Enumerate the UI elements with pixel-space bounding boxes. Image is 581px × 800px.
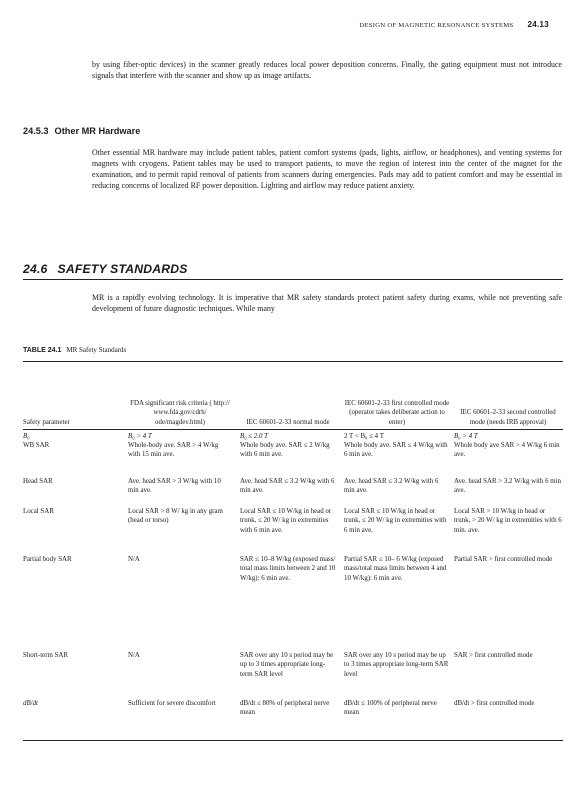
table-top-rule xyxy=(23,361,563,362)
table-cell: Local SAR ≤ 10 W/kg in head or trunk, ≤ 20 W/ kg in extremities with 6 min ave. xyxy=(344,508,447,534)
column-header-iec-first: IEC 60601-2-33 first controlled mode (operator takes deliberate action to enter) xyxy=(344,400,450,426)
running-head xyxy=(359,20,549,29)
table-cell: SAR ≤ 10–8 W/kg (exposed mass/ total mass limits between 2 and 10 W/kg): 6 min ave. xyxy=(240,556,336,582)
table-cell: Ave. head SAR ≤ 3.2 W/kg with 6 min ave. xyxy=(344,478,439,495)
table-cell: B₀ > 4 T xyxy=(128,433,152,440)
table-cell: N/A xyxy=(128,652,140,659)
table-cell: dB/dt xyxy=(23,700,38,707)
table-caption-text: MR Safety Standards xyxy=(66,346,127,354)
table-cell: Ave. head SAR > 3.2 W/kg with 6 min ave. xyxy=(454,478,561,495)
table-cell: N/A xyxy=(128,556,140,563)
column-header-fda: FDA significant risk criteria ( http:// www.fda.gov/cdrh/ ode/magdev.html) xyxy=(130,400,230,426)
table-cell: Partial SAR ≤ 10– 6 W/kg (exposed mass/total mass limits between 4 and 10 W/kg): 6 min ave. xyxy=(344,556,447,582)
table-cell: Ave. head SAR > 3 W/kg with 10 min ave. xyxy=(128,478,221,495)
section-title: Other MR Hardware xyxy=(54,126,141,136)
column-header-iec-normal: IEC 60601-2-33 normal mode xyxy=(246,418,330,426)
table-cell: Whole body ave. SAR ≤ 2 W/kg with 6 min ave. xyxy=(240,442,330,459)
table-cell: WB SAR xyxy=(23,442,50,449)
running-title: DESIGN OF MAGNETIC RESONANCE SYSTEMS xyxy=(359,22,514,29)
table-cell: B₀ xyxy=(23,433,30,440)
table-cell: B₀ ≤ 2.0 T xyxy=(240,433,268,440)
table-cell: Head SAR xyxy=(23,478,53,485)
table-label: TABLE 24.1 xyxy=(23,347,62,354)
table-cell: Local SAR xyxy=(23,508,54,515)
section-rule xyxy=(23,279,563,280)
paragraph-other-hardware: Other essential MR hardware may include patient tables, patient comfort systems (pads, lights, airflow, or headphones), and venting systems for magnets with cryogens. Patient tables may be used to transport patients, to move the region of interest into the center of the magnet for the examination, and to permit rapid removal of patients from scanners during emergencies. Pads may add to patient comfort and may be essential in reducing concerns of localized RF power deposition. Lighting and airflow may reduce patient anxiety. xyxy=(92,148,562,191)
table-cell: Whole body ave SAR > 4 W/kg 6 min ave. xyxy=(454,442,560,459)
table-cell: SAR over any 10 s period may be up to 3 times appropriate long-term SAR level xyxy=(240,652,334,678)
table-cell: Short-term SAR xyxy=(23,652,68,659)
section-heading-24-6 xyxy=(23,262,188,276)
table-cell: Local SAR ≤ 10 W/kg in head or trunk, ≤ 20 W/ kg in extremities with 6 min ave. xyxy=(240,508,332,534)
table-cell: Local SAR > 8 W/ kg in any gram (head or torso) xyxy=(128,508,223,525)
table-cell: dB/dt ≤ 100% of peripheral nerve mean xyxy=(344,700,437,717)
table-cell: Partial SAR > first controlled mode xyxy=(454,556,553,563)
column-header-parameter: Safety parameter xyxy=(23,418,70,426)
table-cell: Local SAR > 10 W/kg in head or trunk, > 20 W/ kg in extremities with 6 min. ave. xyxy=(454,508,562,534)
page-number: 24.13 xyxy=(527,20,549,29)
table-cell: Whole-body ave. SAR > 4 W/kg with 15 min ave. xyxy=(128,442,219,459)
table-cell: 2 T < B₀ ≤ 4 T xyxy=(344,433,384,440)
table-cell: SAR > first controlled mode xyxy=(454,652,533,659)
table-cell: Sufficient for severe discomfort xyxy=(128,700,216,707)
section-number: 24.5.3 xyxy=(23,126,49,136)
table-cell: B₀ > 4 T xyxy=(454,433,478,440)
table-header-rule xyxy=(23,429,563,430)
table-bottom-rule xyxy=(23,740,563,741)
table-cell: Partial body SAR xyxy=(23,556,72,563)
paragraph-safety: MR is a rapidly evolving technology. It is imperative that MR safety standards protect patient safety during exams, while not preventing safe development of future diagnostic techniques. While many xyxy=(92,293,562,314)
section-heading-24-5-3 xyxy=(23,126,140,136)
section-title: SAFETY STANDARDS xyxy=(57,262,188,276)
table-cell: SAR over any 10 s period may be up to 3 times appropriate long-term SAR level xyxy=(344,652,449,678)
table-cell: dB/dt > first controlled mode xyxy=(454,700,535,707)
table-cell: dB/dt ≤ 80% of peripheral nerve mean xyxy=(240,700,330,717)
paragraph-gating: by using fiber-optic devices) in the scanner greatly reduces local power deposition concerns. Finally, the gating equipment must not introduce signals that interfere with the scanner and show up as image artifacts. xyxy=(92,60,562,81)
table-cell: Ave. head SAR ≤ 3.2 W/kg with 6 min ave. xyxy=(240,478,335,495)
table-caption xyxy=(23,346,126,354)
table-cell: Whole body ave. SAR ≤ 4 W/kg with 6 min ave. xyxy=(344,442,448,459)
section-number: 24.6 xyxy=(23,262,48,276)
column-header-iec-second: IEC 60601-2-33 second controlled mode (needs IRB approval) xyxy=(460,409,556,426)
